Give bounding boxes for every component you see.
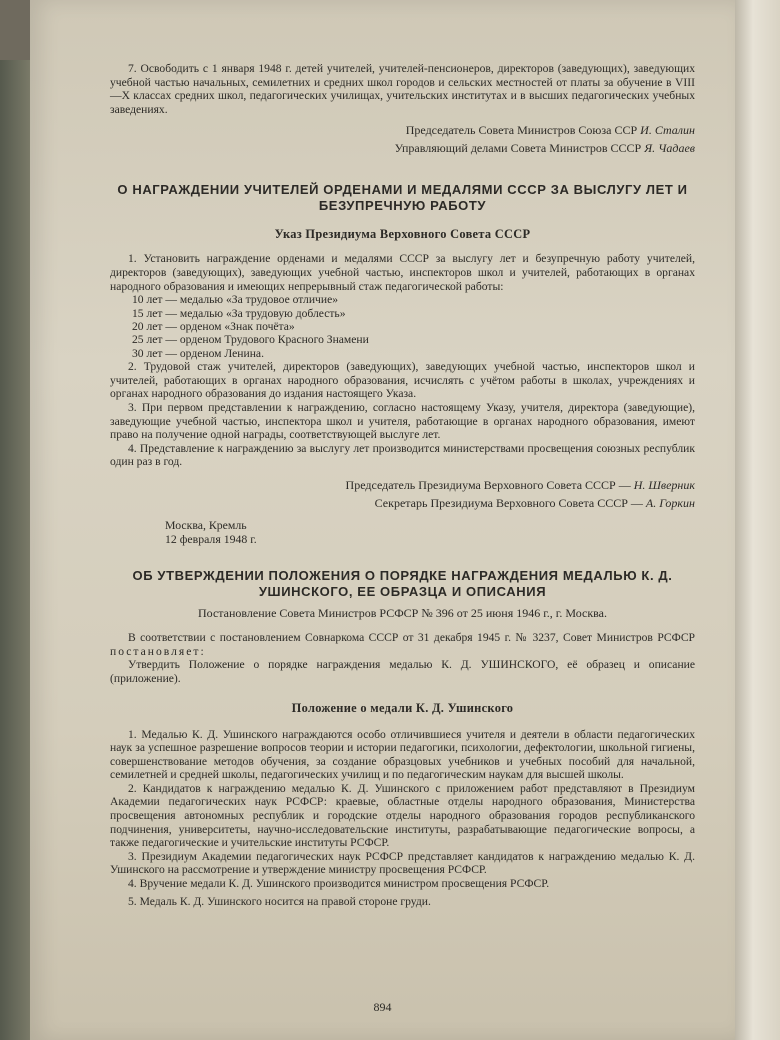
signature-chairman-council (110, 122, 695, 138)
decree-place: Москва, Кремль (165, 517, 247, 532)
regulation-paragraph-5: 5. Медаль К. Д. Ушинского носится на правой стороне груди. (128, 894, 431, 908)
section-subtitle-decree: Указ Президиума Верховного Совета СССР (274, 227, 531, 242)
background-table (0, 60, 30, 1040)
resolution-paragraph-1 (110, 631, 695, 658)
signature-name: А. Горкин (645, 495, 695, 510)
signature-name: И. Сталин (640, 123, 695, 138)
signature-name: Н. Шверник (633, 477, 695, 492)
decree-paragraph-3: 3. При первом представлении к награждению, согласно настоящему Указу, учителя, директора (заведующие), заведующие учебной частью, инспектора школ и учителя, работающие в органах народного образования, имеют право на получение одной награды, соответствующей выслуге лет. (110, 400, 695, 442)
page-number: 894 (373, 1000, 392, 1014)
page-content (110, 62, 695, 908)
signature-role: Секретарь Президиума Верховного Совета СССР — (374, 495, 643, 510)
signature-manager (110, 140, 695, 156)
resolution-subtitle: Постановление Совета Министров РСФСР № 396 от 25 июня 1946 г., г. Москва. (197, 606, 608, 621)
awards-list (132, 293, 695, 360)
resolution-paragraph-2: Утвердить Положение о порядке награждения медалью К. Д. УШИНСКОГО, её образец и описание (приложение). (110, 658, 695, 685)
decree-paragraph-4: 4. Представление к награждению за выслугу лет производится министерствами просвещения союзных республик один раз в год. (110, 441, 695, 469)
resolution-decides: постановляет: (110, 644, 206, 658)
regulation-paragraph-3: 3. Президиум Академии педагогических наук РСФСР представляет кандидатов к награждению медалью К. Д. Ушинского на рассмотрение и утверждение министру просвещения РСФСР. (110, 849, 695, 877)
signature-chairman-presidium (110, 477, 695, 493)
signature-role: Председатель Совета Министров Союза ССР (405, 123, 638, 138)
signature-role: Управляющий делами Совета Министров СССР (394, 141, 642, 156)
regulation-paragraph-1: 1. Медалью К. Д. Ушинского награждаются особо отличившиеся учителя и деятели в области педагогических наук за успешное разрешение вопросов теории и истории педагогики, психологии, дефектологии, школьной гигиены, совершенствование методов обучения, за создание образцовых учебников и учебных пособий для начальной, семилетней и средней школы, педагогических училищ и по педагогическим наукам для высшей школы. (110, 727, 695, 782)
award-item: 30 лет — орденом Ленина. (132, 346, 264, 360)
decree-place-date (110, 519, 695, 546)
section-title-ushinsky: ОБ УТВЕРЖДЕНИИ ПОЛОЖЕНИЯ О ПОРЯДКЕ НАГРАЖДЕНИЯ МЕДАЛЬЮ К. Д. УШИНСКОГО, ЕЕ ОБРАЗЦА И ОПИСАНИЯ (132, 568, 673, 600)
signature-name: Я. Чадаев (644, 141, 695, 156)
signature-secretary-presidium (110, 495, 695, 511)
resolution-text: В соответствии с постановлением Совнаркома СССР от 31 декабря 1945 г. № 3237, Совет Министров РСФСР (128, 631, 695, 645)
signature-role: Председатель Президиума Верховного Совета СССР — (345, 477, 631, 492)
book-page (30, 0, 735, 1040)
regulation-paragraph-4: 4. Вручение медали К. Д. Ушинского производится министром просвещения РСФСР. (128, 877, 550, 891)
item-7-paragraph: 7. Освободить с 1 января 1948 г. детей учителей, учителей-пенсионеров, директоров (заведующих), заведующих учебной частью начальных, семилетних и средних школ городов и сельских местностей от платы за обучение в VIII—X классах средних школ, педагогических училищах, учительских институтах и в высших педагогических учебных заведениях. (110, 62, 695, 116)
award-item: 10 лет — медалью «За трудовое отличие» (132, 293, 339, 307)
regulation-paragraph-2: 2. Кандидатов к награждению медалью К. Д. Ушинского с приложением работ представляют в Президиум Академии педагогических наук РСФСР: краевые, областные отделы народного образования, Министерства просвещения автономных республик и городские отделы народного образования городов республиканского подчинения, университеты, научно-исследовательские институты, разрабатывающие педагогические вопросы, а также педагогические и учительские институты РСФСР. (110, 781, 695, 850)
award-item: 15 лет — медалью «За трудовую доблесть» (132, 306, 346, 320)
section-title-awards: О НАГРАЖДЕНИИ УЧИТЕЛЕЙ ОРДЕНАМИ И МЕДАЛЯМИ СССР ЗА ВЫСЛУГУ ЛЕТ И БЕЗУПРЕЧНУЮ РАБОТУ (117, 182, 688, 214)
next-page-edge (735, 0, 780, 1040)
award-item: 20 лет — орденом «Знак почёта» (132, 319, 295, 333)
award-item: 25 лет — орденом Трудового Красного Знамени (132, 333, 369, 347)
decree-paragraph-2: 2. Трудовой стаж учителей, директоров (заведующих), заведующих учебной частью, инспекторов школ и учителей, работающих в органах народного образования, исчислять с учётом работы в школах, учреждениях и органах народного образования до издания настоящего Указа. (110, 360, 695, 401)
section-title-regulation: Положение о медали К. Д. Ушинского (291, 700, 514, 715)
decree-paragraph-1: 1. Установить награждение орденами и медалями СССР за выслугу лет и безупречную работу учителей, директоров (заведующих), заведующих учебной частью, инспекторов школ и учителей, работающих в органах народного образования и имеющих непрерывный стаж педагогической работы: (110, 252, 695, 293)
decree-date: 12 февраля 1948 г. (165, 531, 257, 546)
